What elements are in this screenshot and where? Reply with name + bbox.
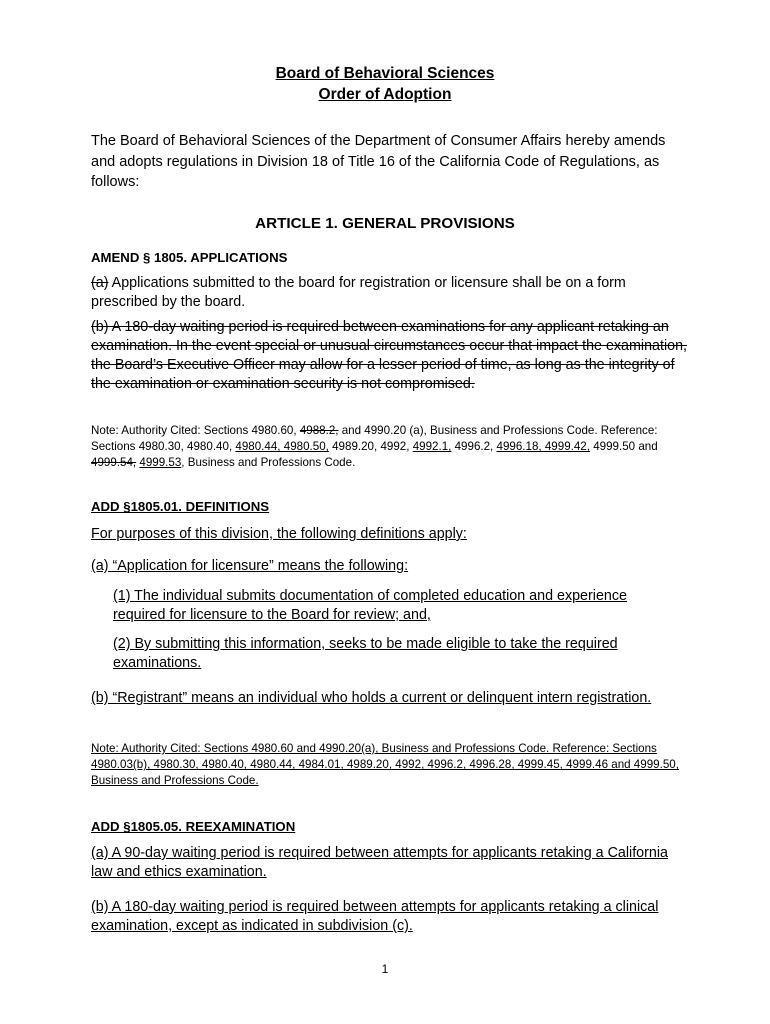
note-added: 4996.18, 4999.42, bbox=[496, 440, 590, 453]
document-title bbox=[91, 63, 679, 105]
note-struck: 4999.54, bbox=[91, 456, 137, 469]
note-struck: 4988.2, bbox=[299, 424, 339, 437]
note-text: , Business and Professions Code. bbox=[181, 456, 356, 469]
section-1805-heading: AMEND § 1805. APPLICATIONS bbox=[91, 250, 288, 265]
section-1805-05-heading: ADD §1805.05. REEXAMINATION bbox=[91, 819, 296, 834]
note-text: 4999.50 and bbox=[589, 440, 658, 453]
note-text: 4996.2, bbox=[451, 440, 497, 453]
title-line-2: Order of Adoption bbox=[318, 86, 452, 103]
definition-a: (a) “Application for licensure” means the following: bbox=[91, 558, 409, 574]
page-number: 1 bbox=[381, 962, 389, 976]
struck-label-a: (a) bbox=[91, 275, 109, 291]
definition-a-1: (1) The individual submits documentation of completed education and experience required for licensure to the Board for review; and, bbox=[113, 588, 627, 623]
note-text: and 4990.20 (a), Business and Professions Code. Reference: Sections 4980.30, 4980.40, bbox=[91, 424, 658, 453]
section-1805-b-struck: (b) A 180-day waiting period is required between examinations for any applicant retaking an examination. In the event special or unusual circumstances occur that impact the examination, the Board’s Executive Officer may allow for a lesser period of time, as long as the integrity of the examination or examination security is not compromised. bbox=[91, 319, 688, 392]
definition-b: (b) “Registrant” means an individual who holds a current or delinquent intern registration. bbox=[91, 690, 652, 706]
note-text: Note: Authority Cited: Sections 4980.60, bbox=[91, 424, 300, 437]
section-1805-01-note: Note: Authority Cited: Sections 4980.60 and 4990.20(a), Business and Professions Code. Reference: Sections 4980.03(b), 4980.30, 4980.40, 4980.44, 4984.01, 4989.20, 4992, 4996.2, 4996.28, 4999.45, 4999.46 and 4999.50, Business and Professions Code. bbox=[91, 742, 679, 787]
section-1805-a bbox=[91, 274, 691, 312]
intro-paragraph: The Board of Behavioral Sciences of the Department of Consumer Affairs hereby amends and adopts regulations in Division 18 of Title 16 of the California Code of Regulations, as follows: bbox=[91, 133, 666, 190]
note-added: 4999.53 bbox=[139, 456, 182, 469]
reexamination-a: (a) A 90-day waiting period is required between attempts for applicants retaking a California law and ethics examination. bbox=[91, 845, 668, 880]
article-heading: ARTICLE 1. GENERAL PROVISIONS bbox=[255, 215, 515, 232]
section-1805-01-heading: ADD §1805.01. DEFINITIONS bbox=[91, 499, 270, 514]
section-1805-a-text: Applications submitted to the board for registration or licensure shall be on a form prescribed by the board. bbox=[91, 275, 626, 310]
note-added: 4980.44, 4980.50, bbox=[235, 440, 329, 453]
definition-a-2: (2) By submitting this information, seeks to be made eligible to take the required examinations. bbox=[113, 636, 618, 671]
note-text: 4989.20, 4992, bbox=[328, 440, 413, 453]
title-line-1: Board of Behavioral Sciences bbox=[275, 65, 495, 82]
definitions-intro: For purposes of this division, the following definitions apply: bbox=[91, 526, 467, 542]
section-1805-note bbox=[91, 423, 691, 471]
reexamination-b: (b) A 180-day waiting period is required between attempts for applicants retaking a clinical examination, except as indicated in subdivision (c). bbox=[91, 899, 659, 934]
note-added: 4992.1, bbox=[412, 440, 452, 453]
